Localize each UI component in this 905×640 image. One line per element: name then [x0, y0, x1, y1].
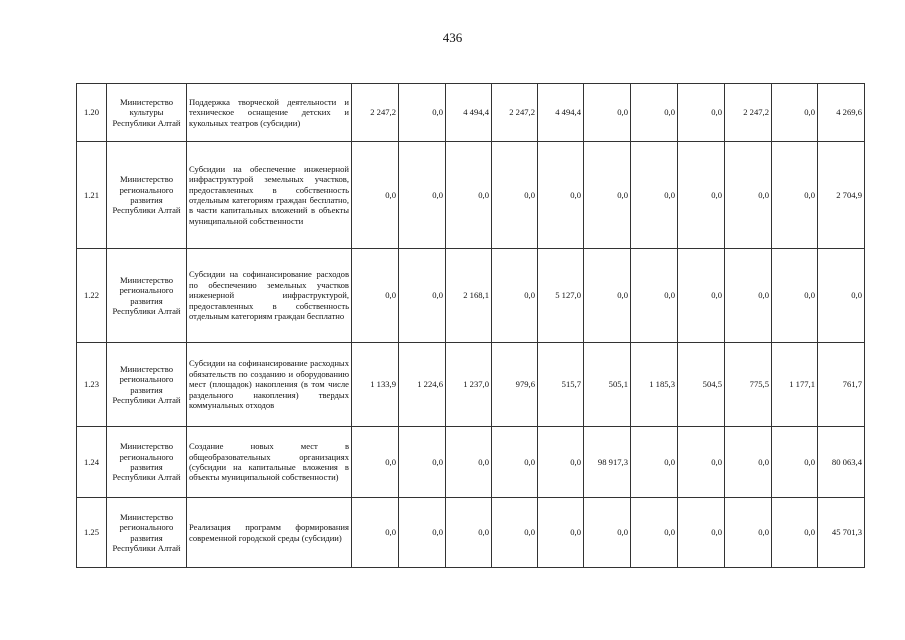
responsible-organization: Министерство регионального развития Республики Алтай — [107, 498, 187, 568]
funding-value: 0,0 — [446, 427, 492, 498]
funding-value: 0,0 — [772, 498, 818, 568]
funding-value: 0,0 — [631, 427, 678, 498]
measure-description — [187, 142, 352, 249]
funding-value: 80 063,4 — [818, 427, 865, 498]
funding-value: 4 269,6 — [818, 84, 865, 142]
table-row — [77, 249, 865, 343]
measure-description-text: Реализация программ формирования современной городской среды (субсидии) — [189, 522, 349, 543]
funding-value: 505,1 — [584, 343, 631, 427]
funding-value: 0,0 — [772, 249, 818, 343]
row-number: 1.25 — [77, 498, 107, 568]
funding-value: 0,0 — [725, 498, 772, 568]
measure-description-text: Поддержка творческой деятельности и техническое оснащение детских и кукольных театров (субсидии) — [189, 96, 349, 128]
funding-value: 775,5 — [725, 343, 772, 427]
funding-value: 515,7 — [538, 343, 584, 427]
funding-value: 0,0 — [352, 249, 399, 343]
measure-description — [187, 343, 352, 427]
responsible-organization: Министерство регионального развития Республики Алтай — [107, 249, 187, 343]
funding-value: 0,0 — [678, 84, 725, 142]
funding-value: 1 185,3 — [631, 343, 678, 427]
funding-value: 0,0 — [492, 249, 538, 343]
funding-value: 0,0 — [584, 249, 631, 343]
funding-value: 979,6 — [492, 343, 538, 427]
funding-value: 761,7 — [818, 343, 865, 427]
table-row — [77, 427, 865, 498]
measure-description-text: Субсидии на софинансирование расходов по обеспечению земельных участков инженерной инфраструктурой, предоставленных в собственность отдельным категориям граждан бесплатно — [189, 269, 349, 322]
funding-value: 0,0 — [352, 427, 399, 498]
funding-value: 0,0 — [678, 142, 725, 249]
funding-value: 0,0 — [352, 142, 399, 249]
measure-description — [187, 249, 352, 343]
funding-value: 98 917,3 — [584, 427, 631, 498]
funding-value: 0,0 — [818, 249, 865, 343]
funding-value: 0,0 — [538, 427, 584, 498]
funding-value: 0,0 — [725, 427, 772, 498]
funding-value: 0,0 — [492, 427, 538, 498]
row-number: 1.23 — [77, 343, 107, 427]
funding-value: 0,0 — [399, 498, 446, 568]
funding-value: 0,0 — [772, 142, 818, 249]
funding-value: 0,0 — [631, 498, 678, 568]
funding-value: 0,0 — [678, 427, 725, 498]
measure-description — [187, 427, 352, 498]
funding-value: 0,0 — [725, 249, 772, 343]
funding-value: 2 168,1 — [446, 249, 492, 343]
funding-value: 0,0 — [678, 498, 725, 568]
budget-table — [76, 83, 865, 568]
funding-value: 0,0 — [446, 142, 492, 249]
funding-value: 0,0 — [772, 427, 818, 498]
table-row — [77, 84, 865, 142]
row-number: 1.20 — [77, 84, 107, 142]
funding-value: 4 494,4 — [538, 84, 584, 142]
responsible-organization: Министерство регионального развития Республики Алтай — [107, 142, 187, 249]
funding-value: 0,0 — [631, 249, 678, 343]
table-row — [77, 142, 865, 249]
responsible-organization: Министерство регионального развития Республики Алтай — [107, 343, 187, 427]
funding-value: 504,5 — [678, 343, 725, 427]
page-number: 436 — [442, 30, 463, 45]
funding-value: 0,0 — [399, 249, 446, 343]
funding-value: 45 701,3 — [818, 498, 865, 568]
funding-value: 5 127,0 — [538, 249, 584, 343]
funding-value: 2 704,9 — [818, 142, 865, 249]
funding-value: 0,0 — [631, 84, 678, 142]
funding-value: 0,0 — [584, 84, 631, 142]
measure-description-text: Субсидии на обеспечение инженерной инфраструктурой земельных участков, предоставленных в собственность отдельным категориям граждан бесплатно, в части капитальных вложений в объекты муниципальной собственности — [189, 163, 349, 226]
funding-value: 0,0 — [678, 249, 725, 343]
funding-value: 4 494,4 — [446, 84, 492, 142]
funding-value: 0,0 — [352, 498, 399, 568]
funding-value: 0,0 — [399, 142, 446, 249]
funding-value: 1 224,6 — [399, 343, 446, 427]
funding-value: 2 247,2 — [352, 84, 399, 142]
funding-value: 0,0 — [584, 142, 631, 249]
funding-value: 0,0 — [538, 498, 584, 568]
responsible-organization: Министерство регионального развития Республики Алтай — [107, 427, 187, 498]
funding-value: 0,0 — [492, 142, 538, 249]
funding-value: 2 247,2 — [725, 84, 772, 142]
funding-value: 2 247,2 — [492, 84, 538, 142]
funding-value: 0,0 — [584, 498, 631, 568]
table-row — [77, 343, 865, 427]
funding-value: 0,0 — [772, 84, 818, 142]
row-number: 1.22 — [77, 249, 107, 343]
funding-value: 1 133,9 — [352, 343, 399, 427]
funding-value: 0,0 — [538, 142, 584, 249]
funding-value: 0,0 — [399, 427, 446, 498]
funding-value: 0,0 — [725, 142, 772, 249]
row-number: 1.24 — [77, 427, 107, 498]
funding-value: 1 237,0 — [446, 343, 492, 427]
funding-value: 0,0 — [399, 84, 446, 142]
funding-value: 0,0 — [446, 498, 492, 568]
funding-value: 1 177,1 — [772, 343, 818, 427]
measure-description-text: Создание новых мест в общеобразовательных организациях (субсидии на капитальные вложения в объекты муниципальной собственности) — [189, 441, 349, 483]
measure-description — [187, 498, 352, 568]
funding-value: 0,0 — [492, 498, 538, 568]
funding-value: 0,0 — [631, 142, 678, 249]
table-row — [77, 498, 865, 568]
measure-description-text: Субсидии на софинансирование расходных обязательств по созданию и оборудованию мест (площадок) накопления (в том числе раздельного накопления) твердых коммунальных отходов — [189, 358, 349, 411]
measure-description — [187, 84, 352, 142]
row-number: 1.21 — [77, 142, 107, 249]
responsible-organization: Министерство культуры Республики Алтай — [107, 84, 187, 142]
